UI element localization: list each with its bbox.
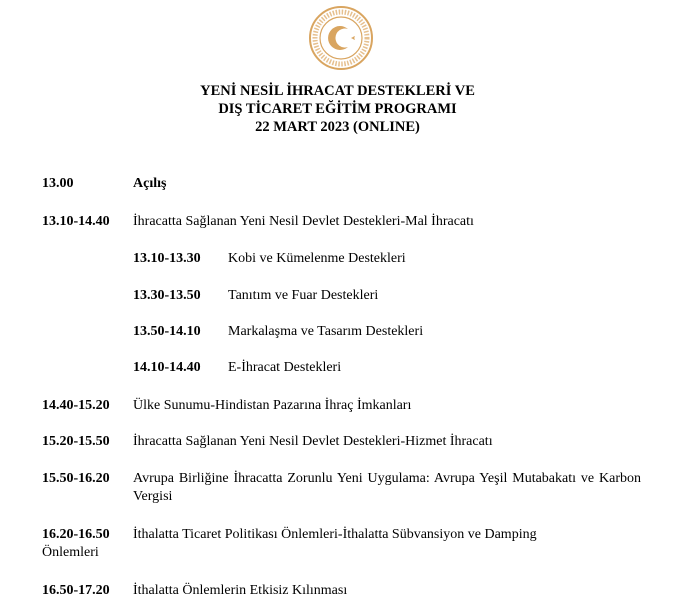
program-title-line2: DIŞ TİCARET EĞİTİM PROGRAMI <box>218 101 457 117</box>
session-time: 13.00 <box>42 176 74 191</box>
schedule-row <box>0 470 675 510</box>
session-title: İhracatta Sağlanan Yeni Nesil Devlet Destekleri-Mal İhracatı <box>133 214 474 229</box>
session-title: Ülke Sunumu-Hindistan Pazarına İhraç İmkanları <box>133 398 412 413</box>
schedule-row <box>0 526 675 562</box>
subsession-time: 13.30-13.50 <box>133 288 201 303</box>
session-title: Açılış <box>133 176 167 191</box>
program-date: 22 MART 2023 (ONLINE) <box>255 119 420 135</box>
subsession-title: Markalaşma ve Tasarım Destekleri <box>228 324 424 339</box>
session-time: 16.20-16.50 <box>42 527 110 542</box>
subsession-title: E-İhracat Destekleri <box>228 360 342 375</box>
session-time: 13.10-14.40 <box>42 214 110 229</box>
session-time: 15.50-16.20 <box>42 471 110 486</box>
session-time: 15.20-15.50 <box>42 434 110 449</box>
subsession-title: Tanıtım ve Fuar Destekleri <box>228 288 379 303</box>
session-title: Avrupa Birliğine İhracatta Zorunlu Yeni Uygulama: Avrupa Yeşil Mutabakatı ve Karbon Vergisi <box>133 471 641 504</box>
session-time: 16.50-17.20 <box>42 583 110 598</box>
session-time: 14.40-15.20 <box>42 398 110 413</box>
subsession-time: 13.10-13.30 <box>133 251 201 266</box>
session-title: İhracatta Sağlanan Yeni Nesil Devlet Destekleri-Hizmet İhracatı <box>133 434 493 449</box>
subsession-time: 14.10-14.40 <box>133 360 201 375</box>
session-title: İthalatta Ticaret Politikası Önlemleri-İthalatta Sübvansiyon ve Damping <box>133 527 537 542</box>
subsession-title: Kobi ve Kümelenme Destekleri <box>228 251 406 266</box>
program-title-line1: YENİ NESİL İHRACAT DESTEKLERİ VE <box>200 83 475 99</box>
session-title: İthalatta Önlemlerin Etkisiz Kılınması <box>133 583 348 598</box>
ministry-logo <box>308 5 374 71</box>
subsession-time: 13.50-14.10 <box>133 324 201 339</box>
session-title-continuation: Önlemleri <box>42 545 99 560</box>
